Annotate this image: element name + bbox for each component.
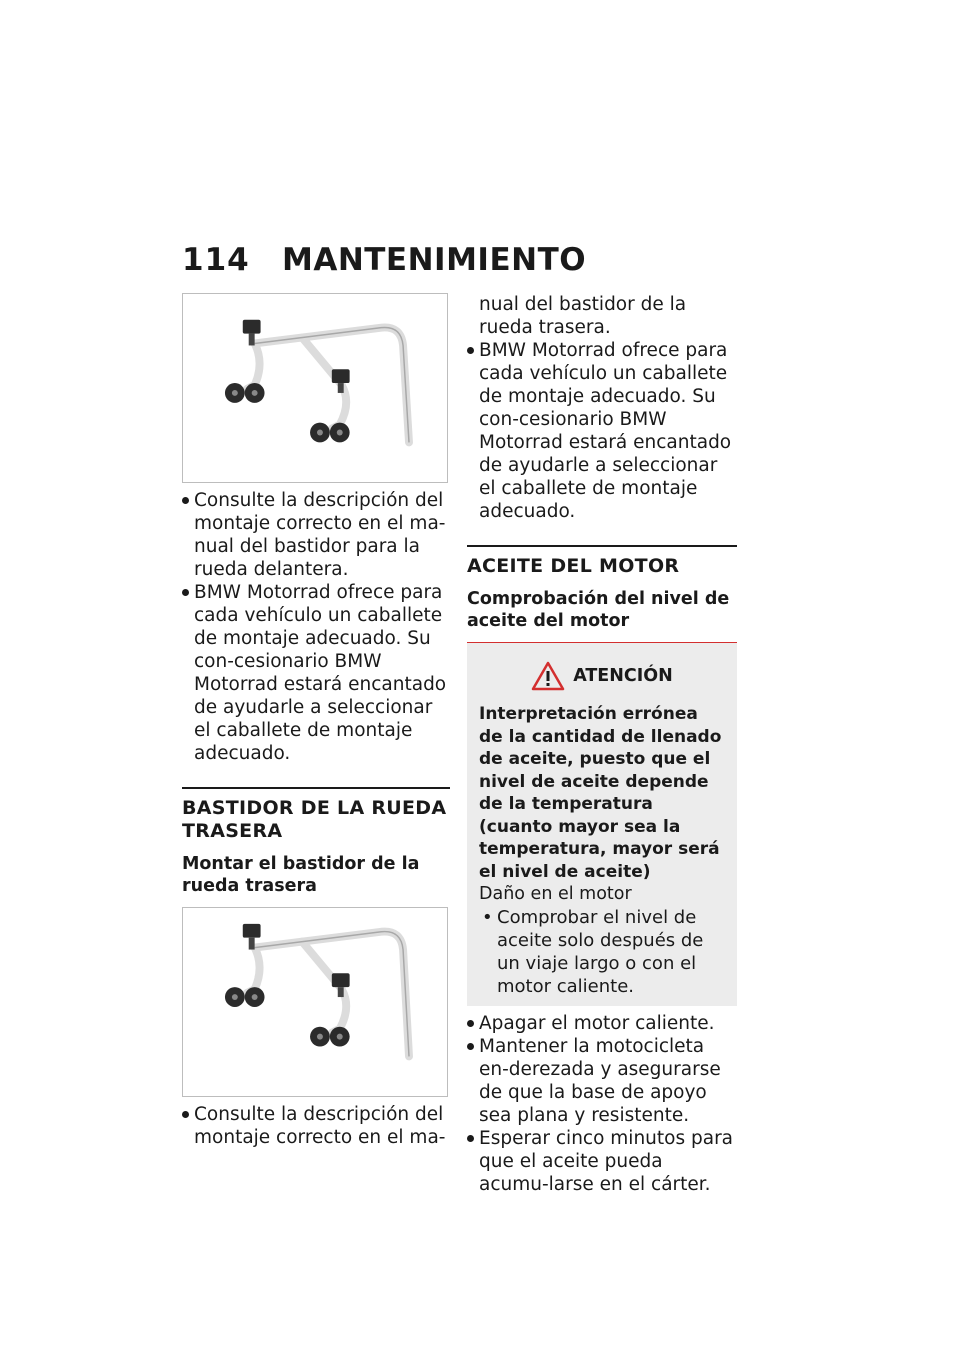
section-heading: BASTIDOR DE LA RUEDA TRASERA xyxy=(182,797,447,842)
right-column xyxy=(467,293,737,1196)
oil-check-steps xyxy=(467,1012,737,1196)
paddock-stand-image xyxy=(183,908,447,1096)
warning-triangle-icon xyxy=(531,661,565,691)
section-divider xyxy=(182,787,450,789)
list-item: Consulte la descripción del montaje correcto en el ma- xyxy=(182,1103,450,1149)
list-item: BMW Motorrad ofrece para cada vehículo un caballete de montaje adecuado. Su con-cesionario BMW Motorrad estará encantado de ayudarle a seleccionar el caballete de montaje adecuado. xyxy=(467,339,737,523)
list-item: Mantener la motocicleta en-derezada y asegurarse de que la base de apoyo sea plana y resistente. xyxy=(467,1035,737,1127)
stand-info-list xyxy=(182,489,450,765)
rear-stand-list-continued xyxy=(467,293,737,523)
section-heading: ACEITE DEL MOTOR xyxy=(467,555,680,577)
subsection-heading: Montar el bastidor de la rueda trasera xyxy=(182,854,420,896)
warning-consequence: Daño en el motor xyxy=(479,884,632,904)
list-item: nual del bastidor para la rueda delantera. xyxy=(194,536,420,580)
warning-box xyxy=(467,642,737,1006)
list-item: • Comprobar el nivel de aceite solo después de un viaje largo o con el motor caliente. xyxy=(479,906,725,998)
list-item: nual del bastidor de la rueda trasera. xyxy=(479,294,687,338)
stand-illustration-1 xyxy=(182,293,448,483)
warning-title: ATENCIÓN xyxy=(573,666,673,686)
page-header xyxy=(182,238,586,282)
warning-header xyxy=(479,661,725,691)
stand-illustration-2 xyxy=(182,907,448,1097)
page-number: 114 xyxy=(182,242,250,278)
subsection-heading: Comprobación del nivel de aceite del motor xyxy=(467,589,730,631)
list-item: Esperar cinco minutos para que el aceite pueda acumu-larse en el cárter. xyxy=(467,1127,737,1196)
left-column xyxy=(182,293,450,1149)
paddock-stand-image xyxy=(183,294,447,482)
rear-stand-list xyxy=(182,1103,450,1149)
warning-cause: Interpretación errónea de la cantidad de llenado de aceite, puesto que el nivel de aceite depende de la temperatura (cuanto mayor sea la temperatura, mayor será el nivel de aceite) xyxy=(479,704,722,882)
warning-action-list xyxy=(479,906,725,998)
section-divider xyxy=(467,545,737,547)
list-item: BMW Motorrad ofrece para cada vehículo un caballete de montaje adecuado. Su con-cesionario BMW Motorrad estará encantado de ayudarle a seleccionar el caballete de montaje adecuado. xyxy=(182,581,450,765)
list-item: Apagar el motor caliente. xyxy=(467,1012,737,1035)
list-item: Consulte la descripción del montaje correcto en el ma- xyxy=(182,489,450,535)
chapter-title: MANTENIMIENTO xyxy=(282,242,587,278)
